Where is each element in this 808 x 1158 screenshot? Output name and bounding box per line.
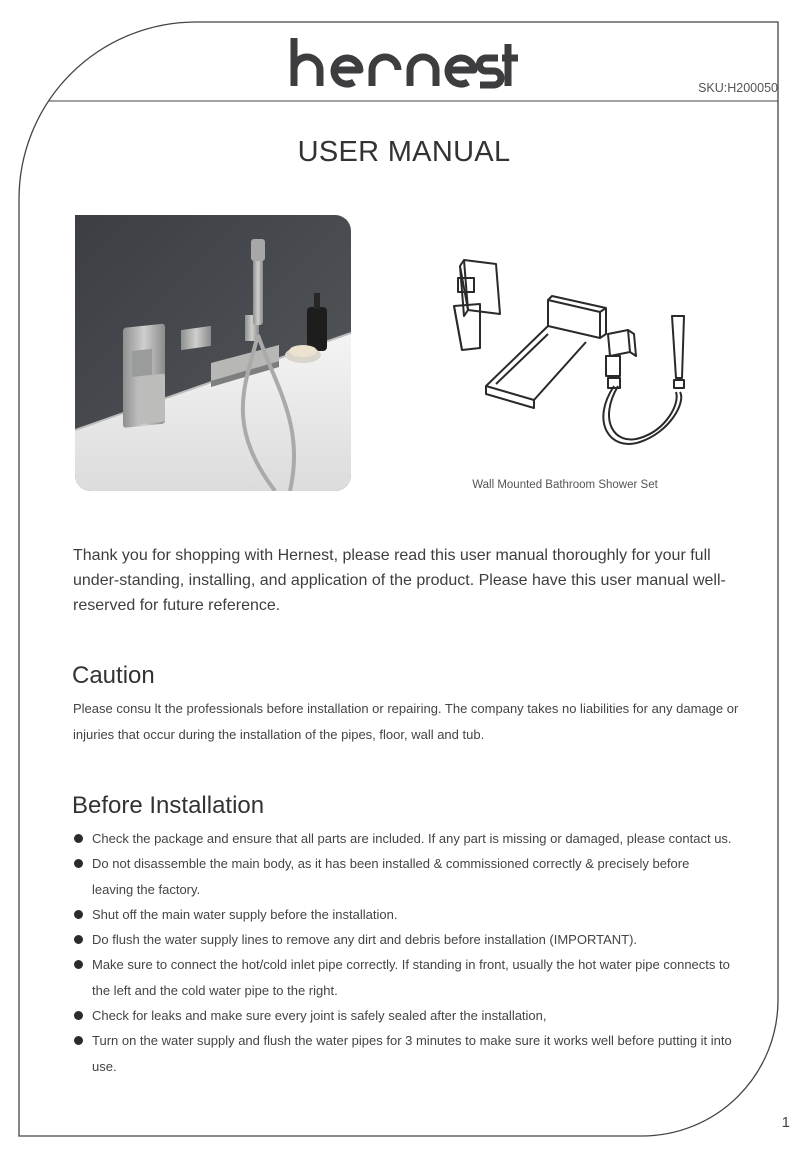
bullet-icon xyxy=(74,834,83,843)
product-line-drawing xyxy=(440,252,690,462)
list-item: Check for leaks and make sure every joint is safely sealed after the installation, xyxy=(73,1003,733,1028)
product-photo xyxy=(75,215,351,491)
list-item: Shut off the main water supply before the installation. xyxy=(73,902,733,927)
list-item: Turn on the water supply and flush the water pipes for 3 minutes to make sure it works well before putting it into use. xyxy=(73,1028,733,1079)
bullet-icon xyxy=(74,935,83,944)
before-installation-heading: Before Installation xyxy=(72,792,265,819)
caution-heading: Caution xyxy=(72,662,155,689)
page-number: 1 xyxy=(781,1114,790,1131)
list-item: Do not disassemble the main body, as it has been installed & commissioned correctly & precisely before leaving the factory. xyxy=(73,851,733,902)
bullet-icon xyxy=(74,1011,83,1020)
bullet-icon xyxy=(74,960,83,969)
caution-text: Please consu lt the professionals before installation or repairing. The company takes no liabilities for any damage or injuries that occur during the installation of the pipes, floor, wall and tub. xyxy=(73,701,739,742)
list-item: Make sure to connect the hot/cold inlet pipe correctly. If standing in front, usually the hot water pipe connects to the left and the cold water pipe to the right. xyxy=(73,952,733,1003)
bullet-icon xyxy=(74,910,83,919)
figure-caption: Wall Mounted Bathroom Shower Set xyxy=(472,479,658,491)
bullet-icon xyxy=(74,1036,83,1045)
brand-logo xyxy=(288,36,520,92)
list-item: Check the package and ensure that all parts are included. If any part is missing or damaged, please contact us. xyxy=(73,826,733,851)
intro-paragraph: Thank you for shopping with Hernest, please read this user manual thoroughly for your full under-standing, installing, and application of the product. Please have this user manual well-reserved for future reference. xyxy=(73,547,726,614)
sku-label: SKU:H200050 xyxy=(698,81,778,95)
bullet-icon xyxy=(74,859,83,868)
page-title: USER MANUAL xyxy=(297,136,511,168)
before-installation-list xyxy=(73,826,733,1079)
list-item: Do flush the water supply lines to remove any dirt and debris before installation (IMPORTANT). xyxy=(73,927,733,952)
